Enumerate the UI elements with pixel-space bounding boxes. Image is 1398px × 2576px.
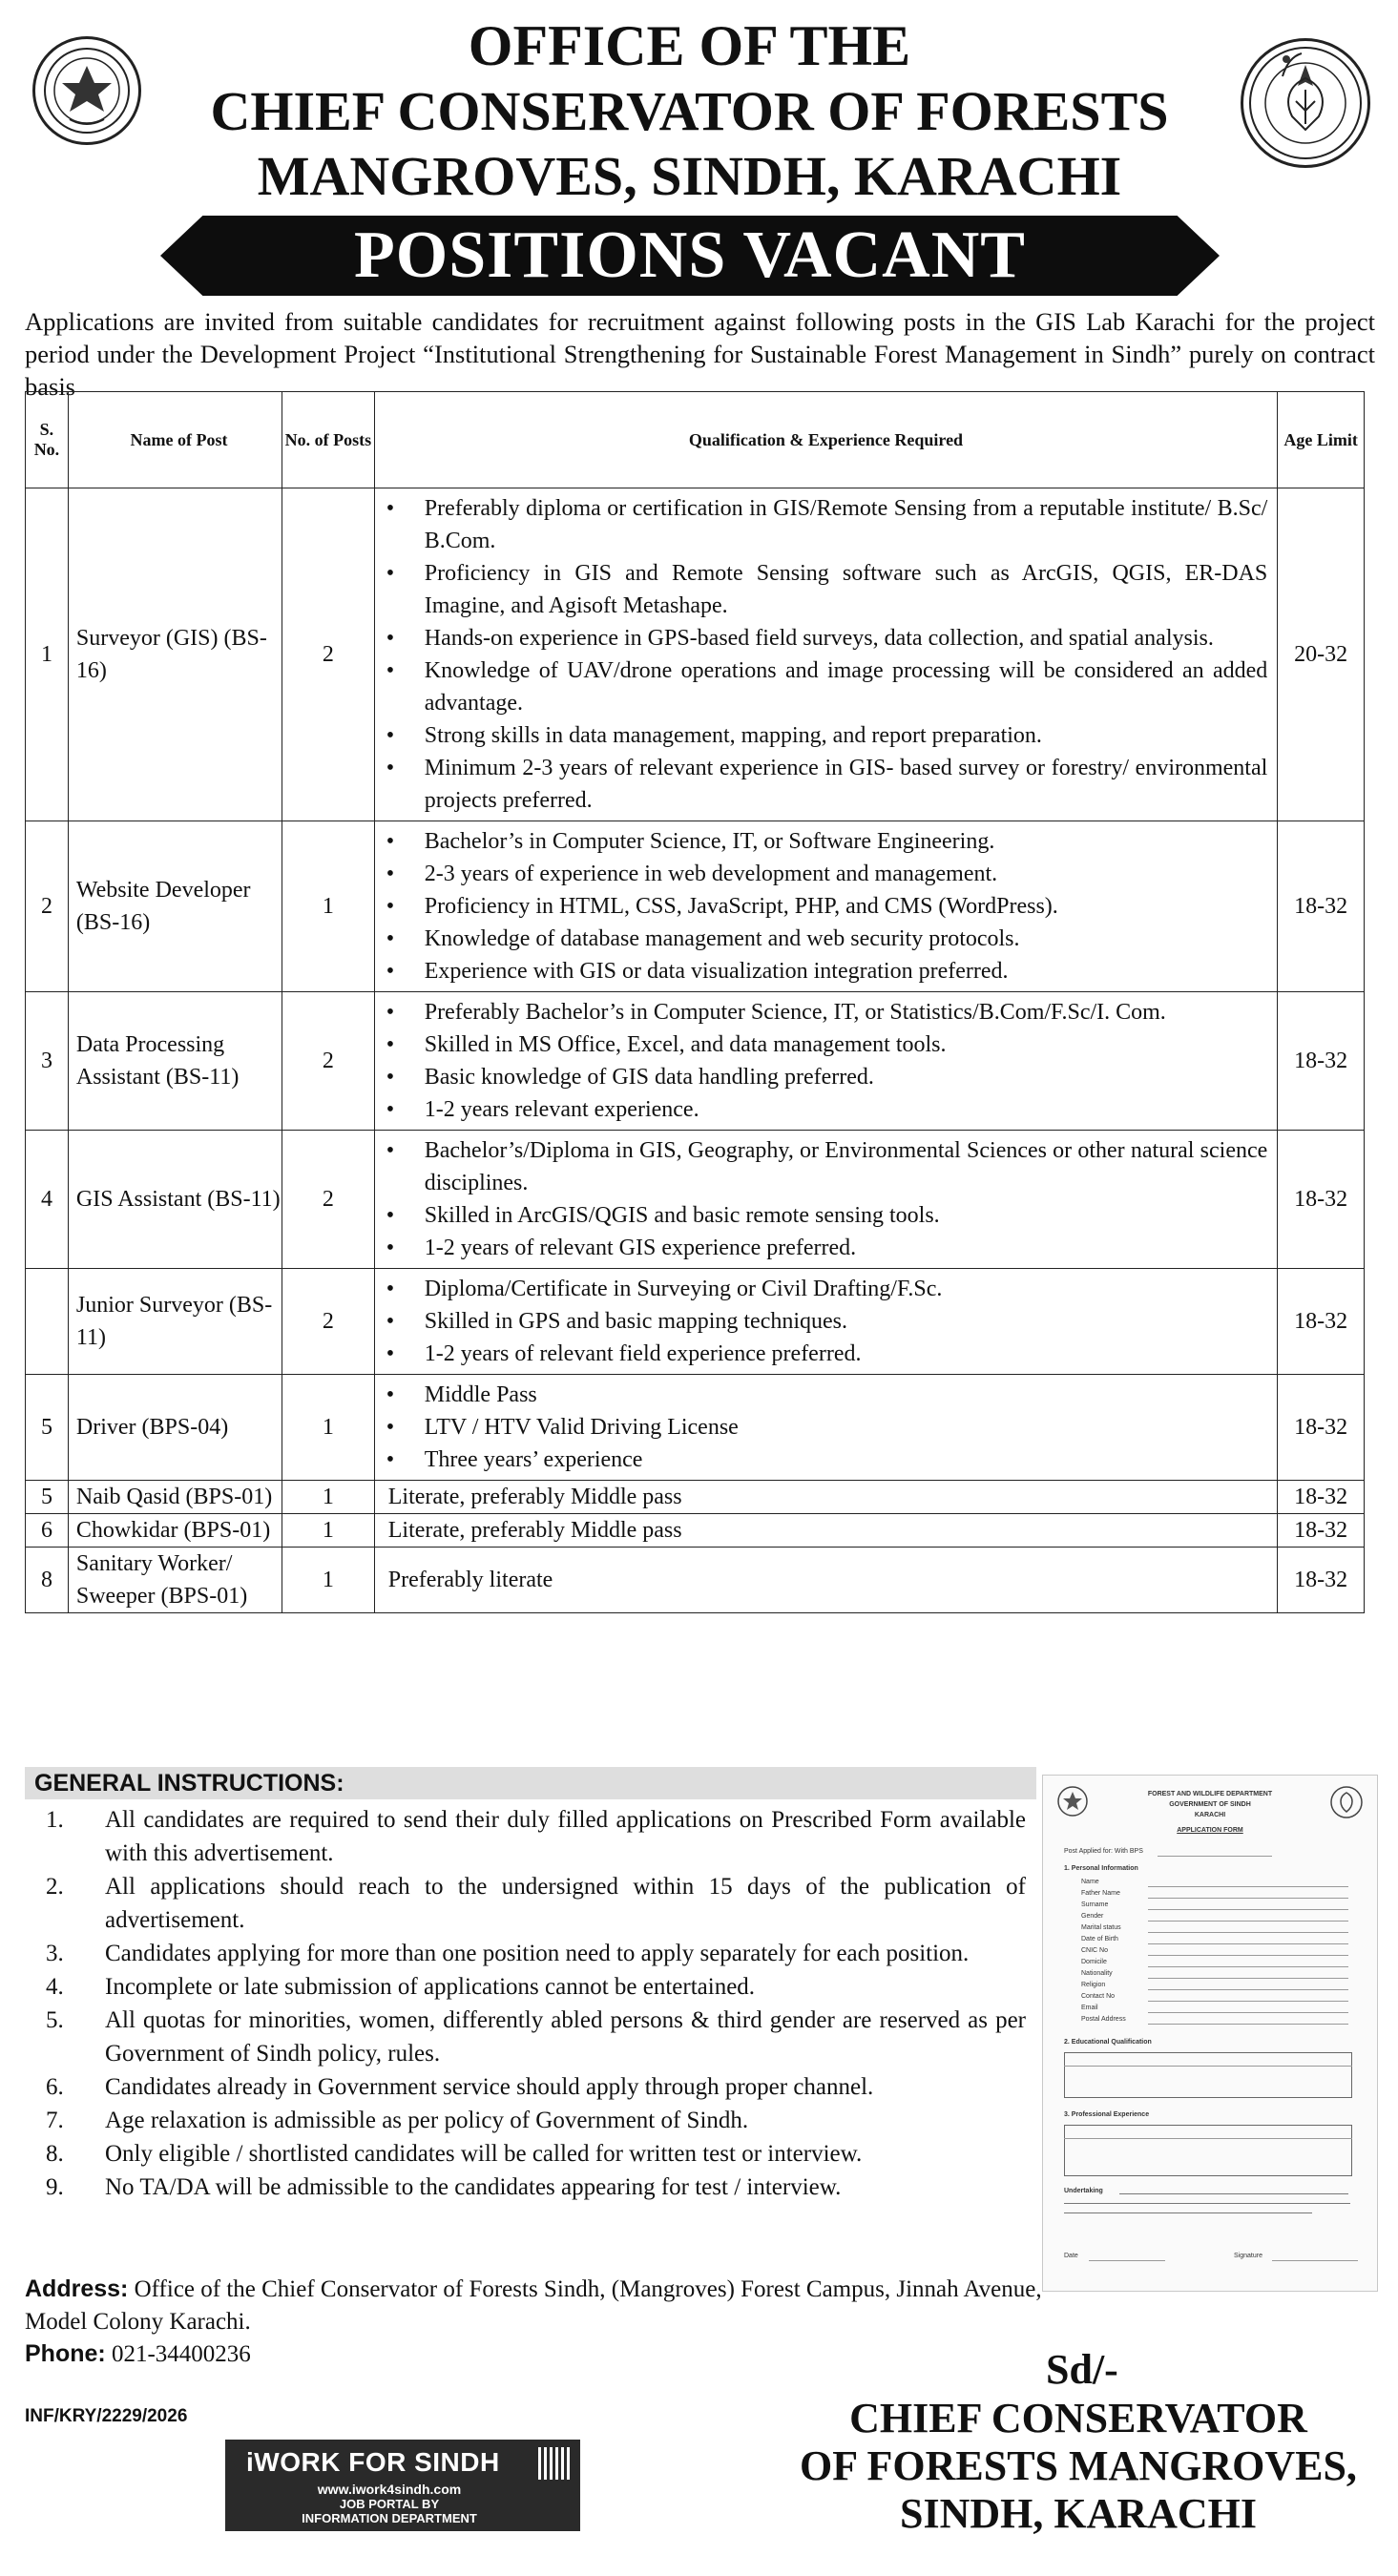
qualification-item: • Strong skills in data management, mapping, and report preparation.	[386, 719, 1268, 752]
signatory-line-2: OF FORESTS MANGROVES,	[800, 2442, 1357, 2489]
form-field-line	[1148, 1955, 1348, 1956]
cell-qualification: Literate, preferably Middle pass	[374, 1514, 1278, 1548]
general-instructions-list	[38, 1803, 1026, 2204]
instruction-number: 5.	[46, 2007, 64, 2033]
instruction-text: All candidates are required to send their duly filled applications on Prescribed Form available with this advertisement.	[105, 1807, 1026, 1866]
instruction-text: Candidates already in Government service should apply through proper channel.	[105, 2074, 874, 2100]
table-row	[26, 1269, 1365, 1375]
cell-age-limit: 18-32	[1278, 1548, 1365, 1613]
cell-posts: 1	[282, 821, 375, 992]
form-field-label: Contact No	[1081, 1993, 1116, 2000]
qualification-item: • Middle Pass	[386, 1379, 1268, 1411]
form-field-label: Date of Birth	[1081, 1936, 1118, 1942]
qr-code-icon	[538, 2447, 571, 2480]
col-header-name: Name of Post	[68, 392, 282, 488]
header-line-chief-conservator: CHIEF CONSERVATOR OF FORESTS	[210, 80, 1169, 142]
qualification-list	[375, 1375, 1278, 1480]
iwork-i-icon: i	[246, 2447, 255, 2477]
instruction-item	[38, 2004, 1026, 2070]
instruction-text: Incomplete or late submission of applications cannot be entertained.	[105, 1974, 756, 2000]
qualification-item: • Skilled in GPS and basic mapping techniques.	[386, 1305, 1268, 1338]
office-phone	[25, 2337, 251, 2371]
table-row	[26, 1131, 1365, 1269]
application-form-thumbnail	[1042, 1775, 1378, 2292]
qualification-item: • Experience with GIS or data visualization integration preferred.	[386, 955, 1268, 987]
cell-post-name: Naib Qasid (BPS-01)	[68, 1481, 282, 1514]
cell-qualification	[374, 821, 1278, 992]
cell-qualification	[374, 488, 1278, 821]
qualification-item: • 1-2 years of relevant GIS experience preferred.	[386, 1232, 1268, 1264]
cell-posts: 2	[282, 488, 375, 821]
cell-age-limit: 20-32	[1278, 488, 1365, 821]
form-field-line	[1148, 1898, 1348, 1899]
qualification-list	[375, 1269, 1278, 1374]
address-text: Office of the Chief Conservator of Forests Sindh, (Mangroves) Forest Campus, Jinnah Avenue, Model Colony Karachi.	[25, 2276, 1042, 2335]
cell-posts: 1	[282, 1548, 375, 1613]
instruction-number: 1.	[46, 1807, 64, 1833]
instruction-number: 7.	[46, 2108, 64, 2133]
col-header-sno: S. No.	[26, 392, 69, 488]
cell-posts: 2	[282, 1131, 375, 1269]
instruction-text: Age relaxation is admissible as per policy of Government of Sindh.	[105, 2108, 749, 2133]
form-field-label: Email	[1081, 2005, 1098, 2011]
cell-qualification	[374, 1269, 1278, 1375]
qualification-item: • 2-3 years of experience in web development and management.	[386, 858, 1268, 890]
qualification-item: • 1-2 years of relevant field experience preferred.	[386, 1338, 1268, 1370]
cell-qualification: Preferably literate	[374, 1548, 1278, 1613]
instruction-number: 3.	[46, 1941, 64, 1966]
iwork-title: iWORK FOR SINDH	[246, 2447, 500, 2477]
col-header-qualification: Qualification & Experience Required	[374, 392, 1278, 488]
form-post-applied: Post Applied for: With BPS	[1064, 1848, 1143, 1855]
cell-posts: 2	[282, 992, 375, 1131]
cell-posts: 1	[282, 1481, 375, 1514]
cell-qualification: Literate, preferably Middle pass	[374, 1481, 1278, 1514]
form-section-education: 2. Educational Qualification	[1064, 2039, 1152, 2046]
office-address	[25, 2273, 1046, 2338]
signed-mark: Sd/-	[1046, 2346, 1118, 2393]
form-field-line	[1148, 2012, 1348, 2013]
qualification-item: • Preferably diploma or certification in GIS/Remote Sensing from a reputable institute/ B.Sc/ B.Com.	[386, 492, 1268, 557]
instruction-item	[38, 2137, 1026, 2171]
instruction-item	[38, 2104, 1026, 2137]
cell-post-name: Surveyor (GIS) (BS-16)	[68, 488, 282, 821]
instruction-text: All applications should reach to the undersigned within 15 days of the publication of advertisement.	[105, 1874, 1026, 1933]
form-experience-table	[1064, 2125, 1352, 2176]
cell-post-name: Junior Surveyor (BS-11)	[68, 1269, 282, 1375]
qualification-item: • Hands-on experience in GPS-based field surveys, data collection, and spatial analysis.	[386, 622, 1268, 654]
cell-post-name: Chowkidar (BPS-01)	[68, 1514, 282, 1548]
col-header-age: Age Limit	[1278, 392, 1365, 488]
form-education-table	[1064, 2052, 1352, 2098]
cell-sno: 4	[26, 1131, 69, 1269]
form-section-experience: 3. Professional Experience	[1064, 2111, 1150, 2118]
address-label: Address:	[25, 2275, 129, 2302]
form-title: APPLICATION FORM	[1177, 1827, 1243, 1834]
table-row	[26, 992, 1365, 1131]
cell-sno: 8	[26, 1548, 69, 1613]
qualification-item: • Bachelor’s/Diploma in GIS, Geography, or Environmental Sciences or other natural science disciplines.	[386, 1134, 1268, 1199]
iwork-url: www.iwork4sindh.com	[317, 2482, 462, 2497]
cell-age-limit: 18-32	[1278, 1375, 1365, 1481]
iwork-for-sindh-badge	[225, 2440, 580, 2531]
cell-qualification	[374, 992, 1278, 1131]
header-line-location: MANGROVES, SINDH, KARACHI	[257, 145, 1122, 207]
col-header-posts: No. of Posts	[282, 392, 375, 488]
form-field-line	[1148, 1943, 1348, 1944]
vacancies-table	[25, 391, 1365, 1613]
header-line-office: OFFICE OF THE	[468, 14, 911, 77]
form-field-label: Domicile	[1081, 1959, 1107, 1965]
reference-number: INF/KRY/2229/2026	[25, 2406, 188, 2426]
qualification-item: • Knowledge of UAV/drone operations and image processing will be considered an added advantage.	[386, 654, 1268, 719]
cell-posts: 1	[282, 1514, 375, 1548]
table-row	[26, 1514, 1365, 1548]
signatory-line-3: SINDH, KARACHI	[899, 2490, 1258, 2537]
cell-sno: 5	[26, 1375, 69, 1481]
cell-age-limit: 18-32	[1278, 1481, 1365, 1514]
instruction-text: All quotas for minorities, women, differently abled persons & third gender are reserved as per Government of Sindh policy, rules.	[105, 2007, 1026, 2067]
qualification-list	[375, 821, 1278, 991]
form-field-label: Gender	[1081, 1913, 1104, 1920]
qualification-list	[375, 992, 1278, 1130]
table-row	[26, 1375, 1365, 1481]
form-field-label: Religion	[1081, 1982, 1106, 1988]
cell-post-name: Website Developer (BS-16)	[68, 821, 282, 992]
table-row	[26, 1481, 1365, 1514]
cell-sno: 5	[26, 1481, 69, 1514]
form-field-label: Name	[1081, 1879, 1099, 1885]
form-field-line	[1148, 1909, 1348, 1910]
form-field-line	[1148, 1921, 1348, 1922]
general-instructions-title: GENERAL INSTRUCTIONS:	[34, 1770, 344, 1797]
form-field-line	[1148, 1932, 1348, 1933]
qualification-list	[375, 488, 1278, 821]
instruction-item	[38, 2070, 1026, 2104]
cell-qualification	[374, 1375, 1278, 1481]
cell-sno: 1	[26, 488, 69, 821]
cell-sno: 2	[26, 821, 69, 992]
sindh-government-seal-icon	[32, 36, 141, 145]
form-field-label: Nationality	[1081, 1970, 1113, 1977]
cell-sno	[26, 1269, 69, 1375]
instruction-text: No TA/DA will be admissible to the candidates appearing for test / interview.	[105, 2174, 842, 2200]
cell-post-name: GIS Assistant (BS-11)	[68, 1131, 282, 1269]
form-field-label: Father Name	[1081, 1890, 1120, 1897]
signatory-line-1: CHIEF CONSERVATOR	[849, 2395, 1307, 2441]
instruction-text: Only eligible / shortlisted candidates will be called for written test or interview.	[105, 2141, 863, 2167]
iwork-subtitle-1: JOB PORTAL BY	[339, 2497, 440, 2511]
qualification-item: • Skilled in MS Office, Excel, and data management tools.	[386, 1028, 1268, 1061]
form-field-line	[1148, 1886, 1348, 1887]
form-dept: FOREST AND WILDLIFE DEPARTMENT	[1147, 1791, 1273, 1797]
form-field-line	[1148, 1989, 1348, 1990]
table-row	[26, 488, 1365, 821]
qualification-item: • Three years’ experience	[386, 1444, 1268, 1476]
form-city: KARACHI	[1194, 1812, 1226, 1818]
qualification-item: • Bachelor’s in Computer Science, IT, or Software Engineering.	[386, 825, 1268, 858]
form-field-line	[1148, 2024, 1348, 2025]
instruction-item	[38, 1937, 1026, 1970]
instruction-number: 9.	[46, 2174, 64, 2200]
instruction-item	[38, 1803, 1026, 1870]
form-field-line	[1148, 1978, 1348, 1979]
cell-post-name: Driver (BPS-04)	[68, 1375, 282, 1481]
iwork-subtitle-2: INFORMATION DEPARTMENT	[302, 2511, 477, 2525]
instruction-text: Candidates applying for more than one position need to apply separately for each position.	[105, 1941, 970, 1966]
form-field-label: Postal Address	[1081, 2016, 1126, 2023]
table-header-row	[26, 392, 1365, 488]
instruction-number: 8.	[46, 2141, 64, 2167]
form-date-label: Date	[1064, 2253, 1078, 2259]
qualification-item: • Proficiency in HTML, CSS, JavaScript, PHP, and CMS (WordPress).	[386, 890, 1268, 923]
cell-age-limit: 18-32	[1278, 992, 1365, 1131]
cell-posts: 2	[282, 1269, 375, 1375]
cell-age-limit: 18-32	[1278, 821, 1365, 992]
qualification-item: • Skilled in ArcGIS/QGIS and basic remote sensing tools.	[386, 1199, 1268, 1232]
qualification-item: • Diploma/Certificate in Surveying or Civil Drafting/F.Sc.	[386, 1273, 1268, 1305]
instruction-number: 6.	[46, 2074, 64, 2100]
cell-sno: 6	[26, 1514, 69, 1548]
cell-posts: 1	[282, 1375, 375, 1481]
cell-post-name: Data Processing Assistant (BS-11)	[68, 992, 282, 1131]
qualification-list	[375, 1131, 1278, 1268]
instruction-item	[38, 1870, 1026, 1937]
form-field-line	[1148, 2001, 1348, 2002]
intro-paragraph: Applications are invited from suitable candidates for recruitment against following posts in the GIS Lab Karachi for the project period under the Development Project “Institutional Strengthening for Sustainable Forest Management in Sindh” purely on contract basis	[25, 307, 1375, 401]
cell-sno: 3	[26, 992, 69, 1131]
form-undertaking: Undertaking	[1064, 2188, 1103, 2194]
sindh-forest-department-emblem-icon	[1241, 38, 1370, 168]
instruction-number: 4.	[46, 1974, 64, 2000]
form-field-label: Surname	[1081, 1901, 1109, 1908]
instruction-number: 2.	[46, 1874, 64, 1900]
cell-age-limit: 18-32	[1278, 1131, 1365, 1269]
form-field-label: Marital status	[1081, 1924, 1121, 1931]
qualification-item: • Proficiency in GIS and Remote Sensing software such as ArcGIS, QGIS, ER-DAS Imagine, and Agisoft Metashape.	[386, 557, 1268, 622]
table-row	[26, 821, 1365, 992]
vacancies-table-body	[26, 488, 1365, 1613]
positions-vacant-title: POSITIONS VACANT	[354, 218, 1026, 292]
qualification-item: • Minimum 2-3 years of relevant experience in GIS- based survey or forestry/ environmental projects preferred.	[386, 752, 1268, 817]
phone-number: 021-34400236	[111, 2341, 251, 2367]
instruction-item	[38, 1970, 1026, 2004]
form-field-line	[1148, 1966, 1348, 1967]
qualification-item: • Knowledge of database management and web security protocols.	[386, 923, 1268, 955]
table-row	[26, 1548, 1365, 1613]
qualification-item: • LTV / HTV Valid Driving License	[386, 1411, 1268, 1444]
form-field-label: CNIC No	[1081, 1947, 1109, 1954]
form-section-personal: 1. Personal Information	[1064, 1865, 1138, 1872]
cell-age-limit: 18-32	[1278, 1269, 1365, 1375]
phone-label: Phone:	[25, 2340, 106, 2367]
cell-post-name: Sanitary Worker/ Sweeper (BPS-01)	[68, 1548, 282, 1613]
cell-qualification	[374, 1131, 1278, 1269]
instruction-item	[38, 2171, 1026, 2204]
qualification-item: • 1-2 years relevant experience.	[386, 1093, 1268, 1126]
qualification-item: • Basic knowledge of GIS data handling preferred.	[386, 1061, 1268, 1093]
cell-age-limit: 18-32	[1278, 1514, 1365, 1548]
form-govt: GOVERNMENT OF SINDH	[1169, 1801, 1251, 1808]
form-signature-label: Signature	[1234, 2253, 1262, 2259]
qualification-item: • Preferably Bachelor’s in Computer Science, IT, or Statistics/B.Com/F.Sc/I. Com.	[386, 996, 1268, 1028]
